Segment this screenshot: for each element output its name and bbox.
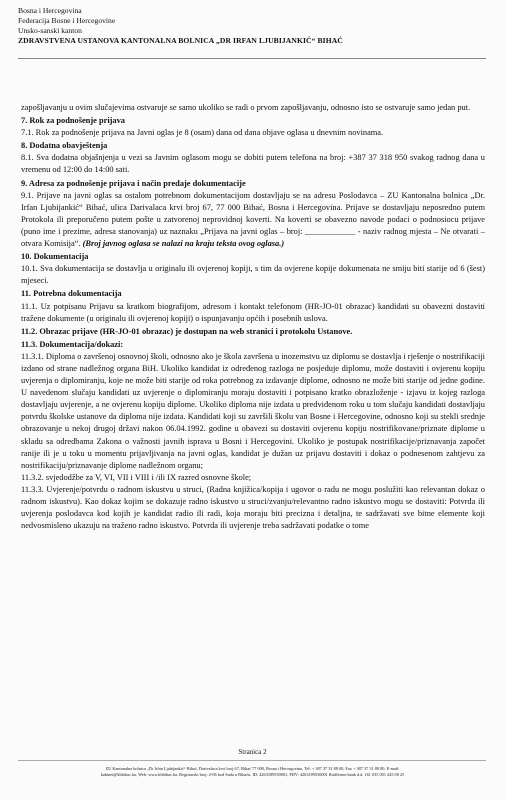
paragraph-9-1-note: (Broj javnog oglasa se nalazi na kraju teksta ovog oglasa.) <box>82 239 285 249</box>
paragraph-8-1: 8.1. Sva dodatna objašnjenja u vezi sa Javnim oglasom mogu se dobiti putem telefona na broj: +387 37 318 950 svakog radnog dana u vremenu od 12:00 do 14:00 sati. <box>21 153 485 175</box>
footer-contact <box>20 766 485 778</box>
heading-11-2: 11.2. Obrazac prijave (HR-JO-01 obrazac) je dostupan na web stranici i protokolu Ustanove. <box>21 326 353 336</box>
header-divider <box>18 58 486 59</box>
footer-line-2: kabinet@kbbihac.ba, Web: www.kbbihac.ba, Registarski broj: 2-06 kod Suda u Bihaću, ID: 4263189550001, PDV: 4263189550001 Raiffeisen bank d.d. 161 035 001 445 00 25 <box>100 772 405 777</box>
paragraph-10-1: 10.1. Sva dokumentacija se dostavlja u originalu ili ovjerenoj kopiji, s tim da ovjerene kopije dokumenata ne smiju biti starije od 6 (šest) mjeseci. <box>21 264 485 286</box>
heading-section-8: 8. Dodatna obavještenja <box>21 141 108 151</box>
paragraph-11-1: 11.1. Uz potpisanu Prijavu sa kratkom biografijom, adresom i kontakt telefonom (HR-JO-01 obrazac) kandidati su obavezni dostaviti tražene dokumente (u originalu ili ovjerenoj kopiji) o ispunjavanju općih i posebnih uslova. <box>21 301 485 323</box>
paragraph-11-3-1: 11.3.1. Diploma o završenoj osnovnoj školi, odnosno ako je škola završena u inozemstvu uz diplomu se dostavlja i rješenje o nostrifikaciji izdano od strane nadležnog organa BiH. Ukoliko kandidat iz određenog razloga ne posjeduje diplomu, može dostaviti i ovjerenu kopiju uvjerenja o diplomiranju, koje ne može biti starije od roka potrebnog za izdavanje diplome, odnosno ne može biti starije od jedne godine. U navedenom slučaju kandidati uz uvjerenje o diplomiranju moraju dostaviti i potpisano kratko obrazloženje - izjavu iz kojeg razloga dostavljaju uvjerenje, a ne ovjerenu kopiju diplome. Ukoliko diploma nije izdata u predviđenom roku u tom slučaju kandidati dostavljaju potvrdu školske ustanove da diploma nije izdata. Kandidati koji su završili školu van Bosne i Hercegovine, odnosno koji su stekli srednje obrazovanje u nekoj drugoj državi nakon 06.04.1992. godine u obavezi su dostaviti ovjerenu kopiju nostrifikovane/priznate diplome u skladu sa odredbama Zakona o važnosti javnih isprava u Bosni i Hercegovini. Ukoliko je postupak nostrifikacije/priznavanja započet ranije ili je u toku u momentu prijavljivanja na javni oglas, kandidat je dužan uz prijavu dostaviti i dokaz o podnesenom zahtjevu za nostrifikaciju/priznavanje diplome nadležnom organu; <box>21 351 485 470</box>
header-federation: Federacija Bosne i Hercegovine <box>18 16 116 25</box>
paragraph-11-3-2: 11.3.2. svjedodžbe za V, VI, VII i VIII i /ili IX razred osnovne škole; <box>21 472 252 482</box>
heading-11-3: 11.3. Dokumentacija/dokazi: <box>21 339 124 349</box>
footer-line-1: ZU Kantonalna bolnica „Dr Irfan Ljubijankić“ Bihać, Darivalaca krvi broj 67, Bihać 77 000, Bosna i Hercegovina, Tel: + 387 37 31 88 00, Fax + 387 37 31 88 80, E-mail: <box>105 766 400 771</box>
heading-section-7: 7. Rok za podnošenje prijava <box>21 116 125 126</box>
header-institution: ZDRAVSTVENA USTANOVA KANTONALNA BOLNICA „DR IRFAN LJUBIJANKIĆ“ BIHAĆ <box>18 36 343 45</box>
paragraph-9-1-text: 9.1. Prijave na javni oglas sa ostalom potrebnom dokumentacijom dostavljaju se na adresu Poslodavca – ZU Kantonalna bolnica „Dr. Irfan Ljubijankić“ Bihać, ulica Darivalaca krvi broj 67, 77 000 Bihać, Bosna i Hercegovina. Prijave se dostavljaju neposredno putem Protokola ili preporučeno putem pošte u zatvorenoj neprovidnoj koverti. Na koverti se obavezno navode podaci o podnosiocu prijave (puno ime i prezime, adresa stanovanja) uz naznaku „Prijava na javni oglas – broj: ____________ - naziv radnog mjesta – Ne otvarati – otvara Komisija“. <box>21 190 485 249</box>
paragraph-intro: zapošljavanju u ovim slučajevima ostvaruje se samo ukoliko se radi o prvom zapošljavanju, odnosno isto se ostvaruje samo jedan put. <box>21 103 471 112</box>
heading-section-9: 9. Adresa za podnošenje prijava i način predaje dokumentacije <box>21 178 246 188</box>
paragraph-7-1: 7.1. Rok za podnošenje prijava na Javni oglas je 8 (osam) dana od dana objave oglasa u dnevnim novinama. <box>21 128 384 138</box>
paragraph-11-3-3: 11.3.3. Uvjerenje/potvrdu o radnom iskustvu u struci, (Radna knjižica/kopija i ugovor o radu ne mogu poslužiti kao relevantan dokaz o radnom iskustvu). Kao dokaz kojim se dokazuje radno iskustvo u struci/zvanju/relevantno radno iskustvo mogu se dostaviti: Potvrda ili uvjerenja poslodavca kod kojih je kandidat radio ili radi, koja moraju biti precizna i detaljna, te sadržavati sve bitne elemente koji nedvosmisleno ukazuju na traženo radno iskustvo. Potvrda ili uvjerenje treba sadržavati podatke o tome <box>21 484 485 531</box>
document-body <box>21 102 485 532</box>
letterhead <box>18 6 488 46</box>
heading-section-10: 10. Dokumentacija <box>21 252 89 262</box>
footer-divider <box>18 760 486 761</box>
heading-section-11: 11. Potrebna dokumentacija <box>21 289 122 299</box>
paragraph-9-1 <box>21 190 485 250</box>
page-number: Stranica 2 <box>238 748 267 756</box>
header-canton: Unsko-sanski kanton <box>18 26 82 35</box>
header-country: Bosna i Hercegovina <box>18 6 82 15</box>
